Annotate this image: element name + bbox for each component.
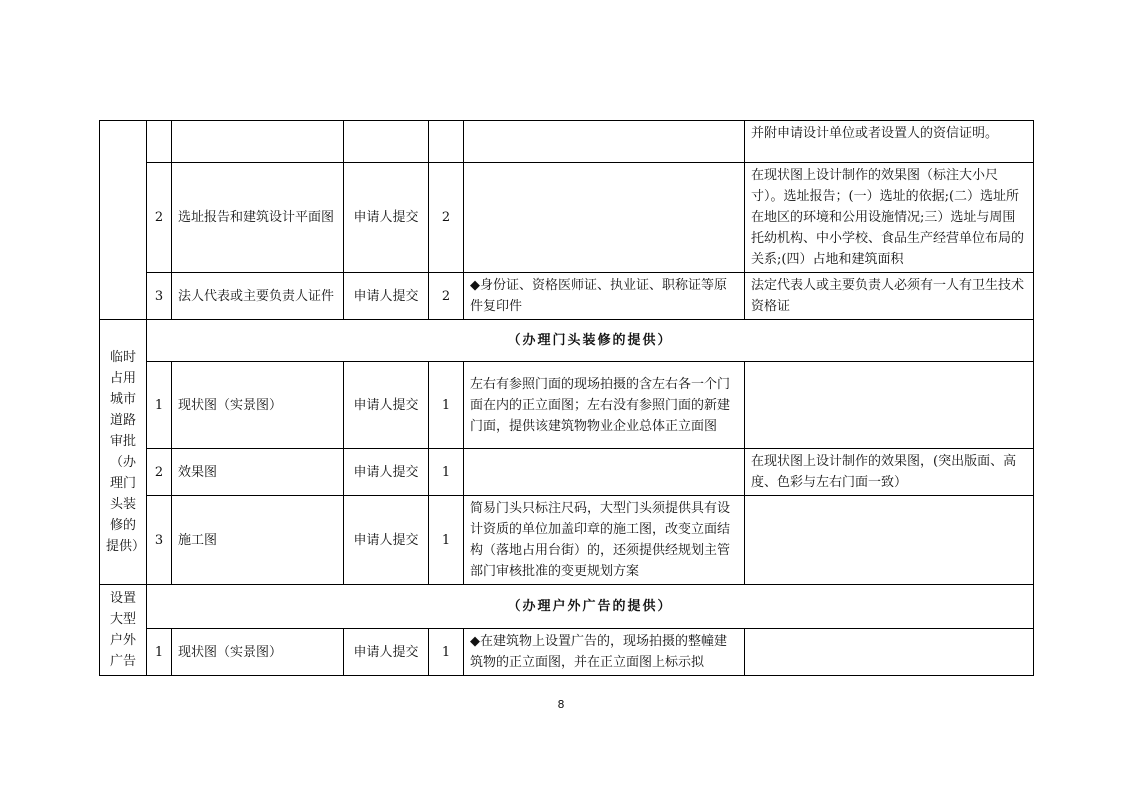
material-requirement: 简易门头只标注尺码，大型门头须提供具有设计资质的单位加盖印章的施工图，改变立面结构（落地占用台街）的，还须提供经规划主管部门审核批准的变更规划方案 bbox=[464, 496, 745, 585]
table-row bbox=[100, 629, 1034, 676]
category-cell: 临时占用城市道路审批（办理门头装修的提供） bbox=[100, 320, 147, 585]
material-requirement: 左右有参照门面的现场拍摄的含左右各一个门面在内的正立面图；左右没有参照门面的新建门面，提供该建筑物物业企业总体正立面图 bbox=[464, 362, 745, 449]
table-row bbox=[100, 496, 1034, 585]
material-name: 选址报告和建筑设计平面图 bbox=[172, 163, 344, 273]
copy-count: 1 bbox=[429, 449, 464, 496]
table-row bbox=[100, 121, 1034, 163]
material-note bbox=[745, 362, 1034, 449]
material-name: 效果图 bbox=[172, 449, 344, 496]
copy-count: 1 bbox=[429, 629, 464, 676]
row-number: 1 bbox=[147, 629, 172, 676]
material-source: 申请人提交 bbox=[344, 449, 429, 496]
copy-count: 1 bbox=[429, 496, 464, 585]
copy-count: 2 bbox=[429, 163, 464, 273]
table-row bbox=[100, 362, 1034, 449]
material-source: 申请人提交 bbox=[344, 496, 429, 585]
section-title: （办理户外广告的提供） bbox=[147, 585, 1034, 629]
material-note: 在现状图上设计制作的效果图（标注大小尺寸）。选址报告；(一）选址的依据;(二）选址所在地区的环境和公用设施情况;三）选址与周围托幼机构、中小学校、食品生产经营单位布局的关系;(四）占地和建筑面积 bbox=[745, 163, 1034, 273]
material-name: 法人代表或主要负责人证件 bbox=[172, 273, 344, 320]
material-note bbox=[745, 629, 1034, 676]
material-name: 施工图 bbox=[172, 496, 344, 585]
row-number: 1 bbox=[147, 362, 172, 449]
material-source: 申请人提交 bbox=[344, 362, 429, 449]
material-name: 现状图（实景图） bbox=[172, 629, 344, 676]
material-note: 在现状图上设计制作的效果图，(突出版面、高度、色彩与左右门面一致） bbox=[745, 449, 1034, 496]
material-source: 申请人提交 bbox=[344, 163, 429, 273]
material-requirement bbox=[464, 449, 745, 496]
material-requirement bbox=[464, 163, 745, 273]
material-requirement bbox=[464, 121, 745, 163]
copy-count: 2 bbox=[429, 273, 464, 320]
requirements-table bbox=[99, 120, 1034, 676]
material-note: 法定代表人或主要负责人必须有一人有卫生技术资格证 bbox=[745, 273, 1034, 320]
material-note: 并附申请设计单位或者设置人的资信证明。 bbox=[745, 121, 1034, 163]
material-source bbox=[344, 121, 429, 163]
section-header-row bbox=[100, 585, 1034, 629]
material-source: 申请人提交 bbox=[344, 629, 429, 676]
copy-count: 1 bbox=[429, 362, 464, 449]
section-title: （办理门头装修的提供） bbox=[147, 320, 1034, 362]
row-number bbox=[147, 121, 172, 163]
row-number: 2 bbox=[147, 449, 172, 496]
material-name bbox=[172, 121, 344, 163]
material-requirement: ◆在建筑物上设置广告的，现场拍摄的整幢建筑物的正立面图，并在正立面图上标示拟 bbox=[464, 629, 745, 676]
material-source: 申请人提交 bbox=[344, 273, 429, 320]
material-name: 现状图（实景图） bbox=[172, 362, 344, 449]
row-number: 3 bbox=[147, 496, 172, 585]
category-cell: 设置大型户外广告 bbox=[100, 585, 147, 676]
row-number: 3 bbox=[147, 273, 172, 320]
table-row bbox=[100, 273, 1034, 320]
category-cell-continued bbox=[100, 121, 147, 320]
material-requirement: ◆身份证、资格医师证、执业证、职称证等原件复印件 bbox=[464, 273, 745, 320]
table-row bbox=[100, 449, 1034, 496]
page-number: 8 bbox=[557, 698, 565, 711]
copy-count bbox=[429, 121, 464, 163]
row-number: 2 bbox=[147, 163, 172, 273]
material-note bbox=[745, 496, 1034, 585]
section-header-row bbox=[100, 320, 1034, 362]
table-row bbox=[100, 163, 1034, 273]
